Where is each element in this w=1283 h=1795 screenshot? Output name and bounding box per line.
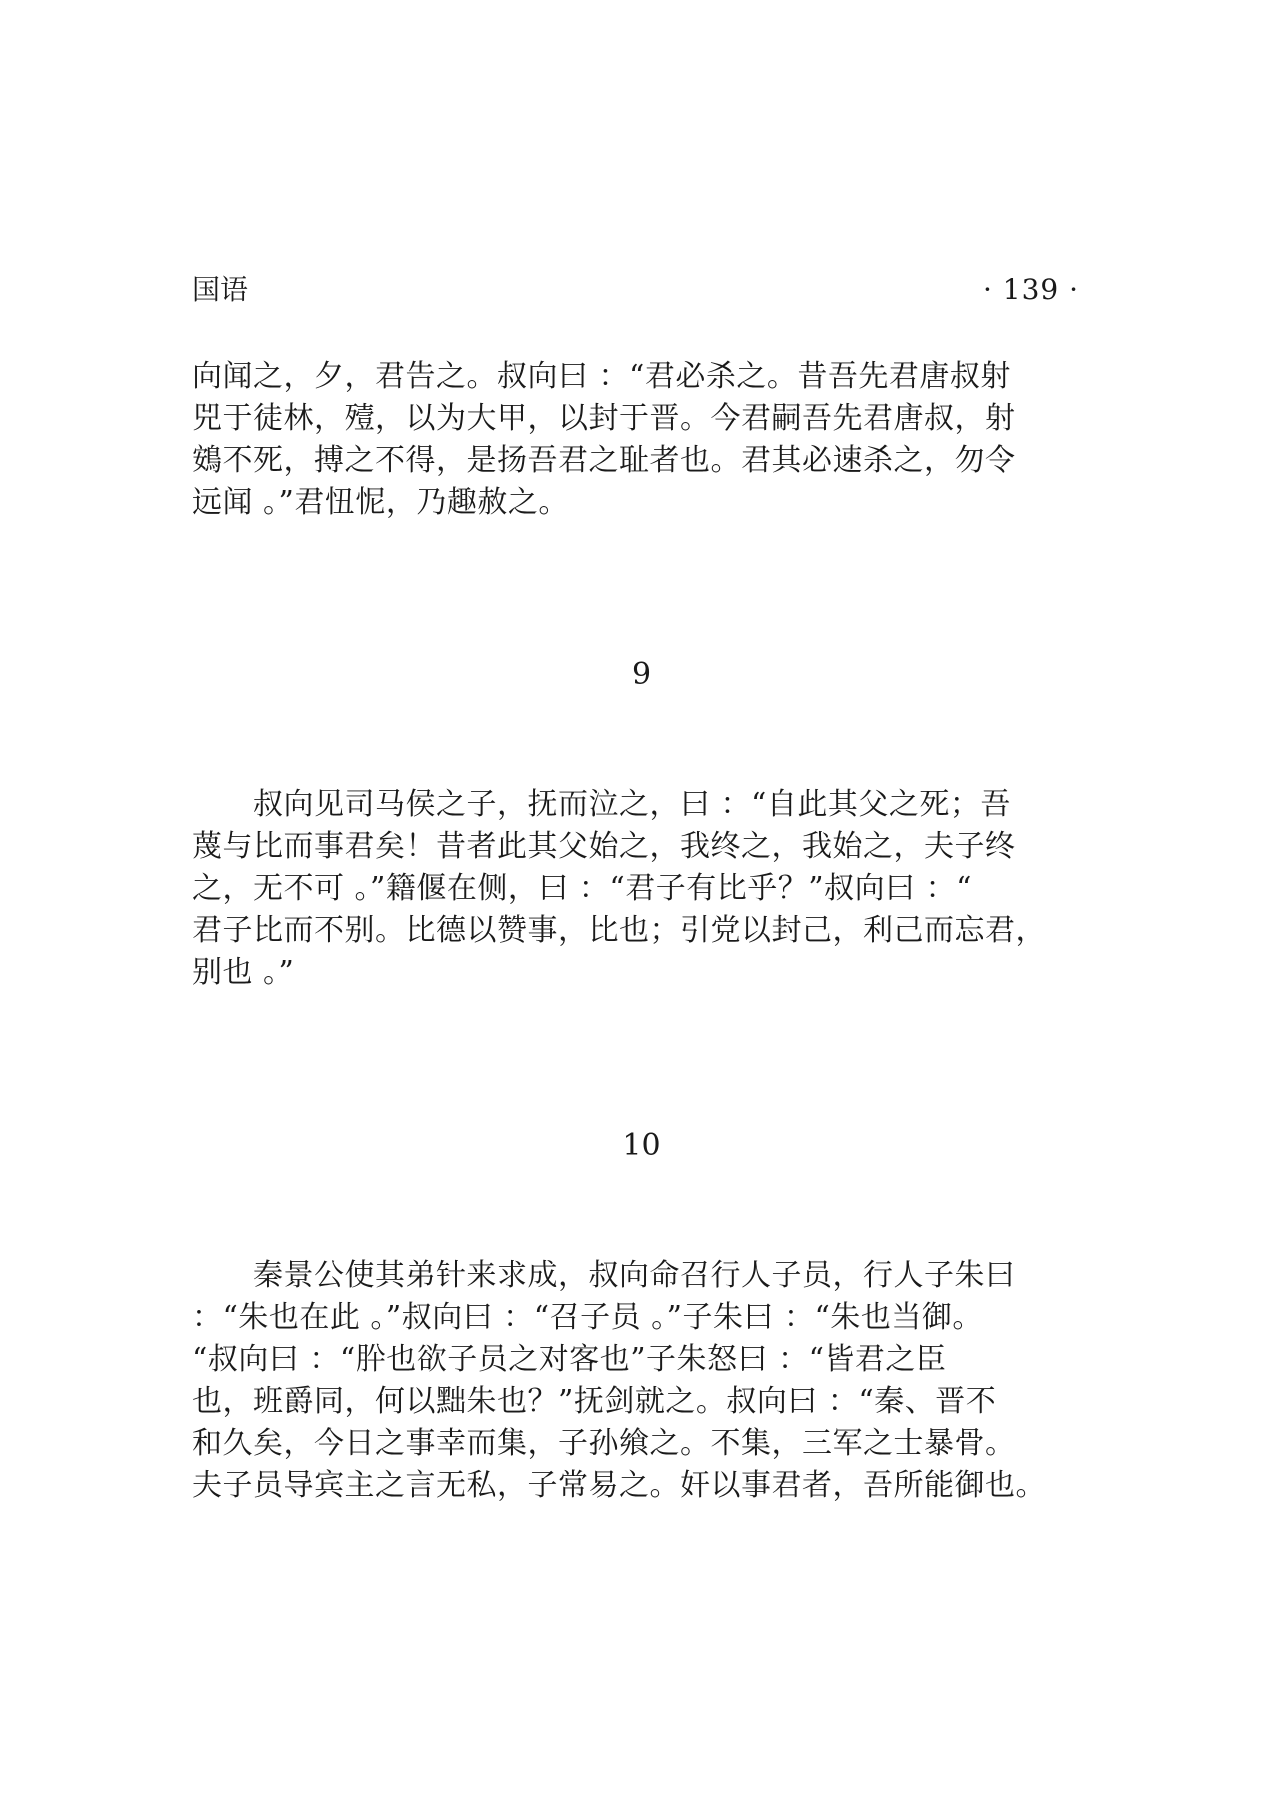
- text-line: 鴳不死，搏之不得，是扬吾君之耻者也。君其必速杀之，勿令: [192, 443, 1016, 478]
- book-title: 国语: [192, 273, 249, 306]
- paragraph: [192, 784, 1092, 994]
- section-number-9: 9: [631, 657, 652, 692]
- text-line: 和久矣，今日之事幸而集，子孙飨之。不集，三军之士暴骨。: [192, 1426, 1016, 1461]
- text-line: 兕于徒林，殪，以为大甲，以封于晋。今君嗣吾先君唐叔，射: [192, 401, 1016, 436]
- text-line: 别也 。”: [192, 955, 295, 990]
- paragraph: [192, 1255, 1092, 1507]
- text-line: 夫子员导宾主之言无私，子常易之。奸以事君者，吾所能御也。: [192, 1468, 1046, 1503]
- text-line: 蔑与比而事君矣！昔者此其父始之，我终之，我始之，夫子终: [192, 829, 1016, 864]
- text-line: “叔向曰 ：“肸也欲子员之对客也”子朱怒曰 ：“皆君之臣: [192, 1342, 947, 1377]
- text-line: 也，班爵同，何以黜朱也？”抚剑就之。叔向曰 ：“秦、晋不: [192, 1384, 997, 1419]
- text-line: 向闻之，夕，君告之。叔向曰 ：“君必杀之。昔吾先君唐叔射: [192, 359, 1011, 394]
- text-line: 君子比而不别。比德以赞事，比也；引党以封己，利己而忘君，: [192, 913, 1046, 948]
- page-number: · 139 ·: [982, 273, 1079, 306]
- text-line: 之，无不可 。”籍偃在侧，曰 ：“君子有比乎？”叔向曰 ：“: [192, 871, 972, 906]
- paragraph: [192, 356, 1092, 524]
- text-line: 叔向见司马侯之子，抚而泣之，曰 ：“自此其父之死；吾: [192, 787, 1011, 822]
- section-9-paragraph: [192, 784, 1092, 994]
- paragraph-continued: [192, 356, 1092, 524]
- running-header: [192, 268, 1079, 312]
- section-10-paragraph: [192, 1255, 1092, 1507]
- section-number-10: 10: [622, 1128, 661, 1163]
- text-line: 远闻 。”君忸怩，乃趣赦之。: [192, 485, 569, 520]
- text-line: 秦景公使其弟针来求成，叔向命召行人子员，行人子朱曰: [192, 1258, 1016, 1293]
- text-line: ：“朱也在此 。”叔向曰 ：“召子员 。”子朱曰 ：“朱也当御。: [192, 1300, 983, 1335]
